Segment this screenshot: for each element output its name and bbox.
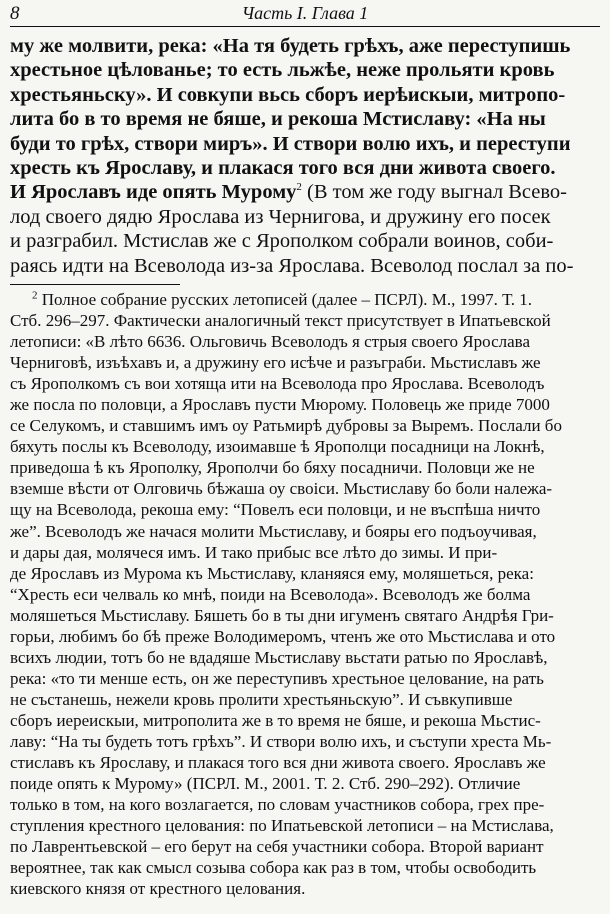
footnote-text: приведоша ѣ къ Ярополку, Ярополчи бо бяху посадничи. Половци же не — [10, 458, 535, 478]
footnote-line — [10, 668, 602, 689]
footnote-line — [10, 394, 602, 415]
text-line — [10, 58, 602, 82]
footnote-text: горьи, любимъ бо бѣ преже Володимеромъ, чтенъ же ото Мьстислава и ото — [10, 626, 556, 646]
commentary-text: раясь идти на Всеволода из-за Ярослава. Всеволод послал за по- — [10, 254, 574, 277]
footnote-number: 2 — [32, 289, 38, 302]
quote-text: му же молвити, река: «На тя будеть грѣхъ, аже переступишь — [10, 35, 571, 57]
page-number: 8 — [10, 3, 20, 24]
commentary-text: лод своего дядю Ярослава из Чернигова, и дружину его посек — [10, 205, 551, 228]
quote-text: хрестьяньску». И совкупи вьсь сборъ иерѣискыи, митропо- — [10, 83, 566, 106]
quote-text: хрестьное цѣлованье; то есть льжѣе, неже прольяти кровь — [10, 59, 555, 82]
text-line — [10, 132, 602, 156]
footnote-line — [10, 836, 602, 857]
footnote-separator — [10, 284, 180, 285]
footnote-line — [10, 478, 602, 499]
footnote-line — [10, 373, 602, 394]
footnote-line — [10, 542, 602, 563]
footnote-line — [10, 415, 602, 436]
quote-text: лита бо в то время не бяше, и рекоша Мстиславу: «На ны — [10, 108, 546, 131]
commentary-text: (В том же году выгнал Всево- — [301, 181, 568, 204]
header-rule — [10, 26, 600, 27]
footnote-line — [10, 626, 602, 647]
footnote-line — [10, 289, 602, 310]
footnote-text: ступления крестного целования: по Ипатьевской летописи – на Мстислава, — [10, 816, 554, 836]
footnote-line — [10, 352, 602, 373]
footnote-text: вземше вѣсти от Олговичь бѣжаша оу своіси. Мьстиславу бо боли належа- — [10, 479, 553, 499]
footnote-text: съ Ярополкомъ съ вои хотяща ити на Всеволода про Ярослава. Всеволодъ — [10, 374, 545, 394]
footnote — [10, 289, 602, 899]
quote-text: И Ярославъ иде опять Мурому — [10, 181, 297, 204]
running-head: Часть I. Глава 1 — [241, 3, 369, 23]
footnote-text: сборъ иереискыи, митрополита же в то время не бяше, и рекоша Мьстис- — [10, 710, 541, 730]
main-text — [10, 34, 602, 278]
text-line — [10, 254, 602, 278]
footnote-line — [10, 731, 602, 752]
footnote-text: только в том, на кого возлагается, по словам участников собора, грех пре- — [10, 795, 545, 815]
footnote-text: де Ярославъ из Мурома къ Мьстиславу, кланяяся ему, моляшеться, река: — [10, 563, 534, 583]
text-line — [10, 156, 602, 180]
footnote-text: Черниговѣ, изъѣхавъ и, а дружину его исѣче и разъграби. Мьстиславъ же — [10, 353, 541, 373]
footnote-line — [10, 773, 602, 794]
footnote-text: “Хресть еси челваль ко мнѣ, поиди на Всеволода». Всеволодъ же болма — [10, 584, 531, 604]
footnote-line — [10, 878, 602, 899]
footnote-text: и дары дая, молячеся имъ. И тако прибыс все лѣто до зимы. И при- — [10, 542, 498, 562]
page-header — [10, 3, 600, 25]
footnote-text: киевского князя от крестного целования. — [10, 879, 306, 899]
footnote-line — [10, 436, 602, 457]
footnote-text: стиславъ къ Ярославу, и плакася того вся дни живота своего. Ярославъ же — [10, 753, 546, 773]
footnote-text: поиде опять к Мурому» (ПСРЛ. М., 2001. Т. 2. Стб. 290–292). Отличие — [10, 774, 521, 794]
footnote-text: моляшеться Мьстиславу. Бяшеть бо в ты дни игуменъ святаго Андрѣя Гри- — [10, 605, 554, 625]
text-line — [10, 107, 602, 131]
footnote-line — [10, 584, 602, 605]
text-line — [10, 180, 602, 204]
footnote-line — [10, 689, 602, 710]
footnote-text: по Лаврентьевской – его берут на себя участники собора. Второй вариант — [10, 837, 544, 857]
footnote-line — [10, 752, 602, 773]
footnote-text: всихъ людии, тотъ бо не вдадяше Мьстиславу вьстати ратью по Ярославѣ, — [10, 647, 548, 667]
footnote-line — [10, 647, 602, 668]
footnote-text: Полное собрание русских летописей (далее – ПСРЛ). М., 1997. Т. 1. — [41, 290, 533, 309]
footnote-line — [10, 605, 602, 626]
footnote-text: река: «то ти менше есть, он же переступивъ хрестьное целование, на рать — [10, 668, 544, 688]
footnote-line — [10, 710, 602, 731]
text-line — [10, 205, 602, 229]
footnote-text: летописи: «В лѣто 6636. Ольговичь Всеволодъ я стрыя своего Ярослава — [10, 332, 530, 352]
footnote-line — [10, 815, 602, 836]
footnote-line — [10, 563, 602, 584]
footnote-text: же”. Всеволодъ же начася молити Мьстиславу, и бояры его подъоучивая, — [10, 521, 537, 541]
quote-text: хресть къ Ярославу, и плакася того вся дни живота своего. — [10, 156, 556, 179]
footnote-line — [10, 857, 602, 878]
footnote-text: се Селукомъ, и ставшимъ имъ оу Ратьмирѣ дубровы за Выремъ. Послали бо — [10, 416, 562, 436]
footnote-text: не състанешь, нежели кровь пролити хрестьяньскую”. И съвкупивше — [10, 689, 513, 709]
footnote-line — [10, 310, 602, 331]
footnote-text: вероятнее, так как смысл созыва собора как раз в том, чтобы освободить — [10, 858, 537, 878]
footnote-line — [10, 457, 602, 478]
footnote-text: щу на Всеволода, рекоша ему: “Повелъ еси половци, и не въспѣша ничто — [10, 500, 541, 520]
footnote-text: Стб. 296–297. Фактически аналогичный текст присутствует в Ипатьевской — [10, 311, 551, 331]
footnote-line — [10, 794, 602, 815]
footnote-line — [10, 331, 602, 352]
footnote-line — [10, 521, 602, 542]
footnote-text: лаву: “На ты будеть тотъ грѣхъ”. И створи волю ихъ, и съступи хреста Мь- — [10, 731, 552, 751]
quote-text: буди то грѣх, створи миръ». И створи волю ихъ, и переступи — [10, 132, 571, 155]
commentary-text: и разграбил. Мстислав же с Ярополком собрали воинов, соби- — [10, 230, 554, 253]
text-line — [10, 83, 602, 107]
text-line — [10, 34, 602, 58]
footnote-text: бяхуть послы къ Всеволоду, изоимавше ѣ Ярополци посадници на Локнѣ, — [10, 437, 545, 457]
text-line — [10, 229, 602, 253]
footnote-line — [10, 499, 602, 520]
footnote-text: же посла по половци, а Ярославъ пусти Мюрому. Половець же приде 7000 — [10, 395, 550, 415]
footnote-ref[interactable]: 2 — [296, 181, 302, 194]
